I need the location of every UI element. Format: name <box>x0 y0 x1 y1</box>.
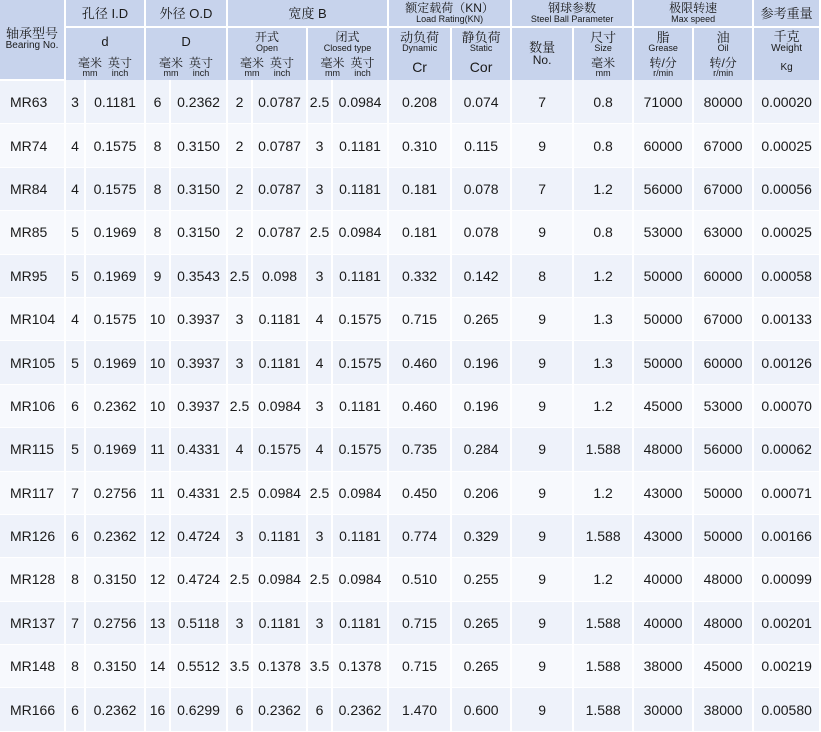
symbol-cr: Cr <box>388 55 451 80</box>
table-row <box>0 167 820 210</box>
unit-grease: 转/分 r/min <box>633 55 693 80</box>
col-od-symbol: D <box>145 27 227 55</box>
cell-static-cor: 0.265 <box>451 645 511 688</box>
table-row <box>0 645 820 688</box>
cell-id-mm: 7 <box>65 471 85 514</box>
cell-grease-speed: 30000 <box>633 688 693 731</box>
cell-ball-count: 7 <box>511 167 573 210</box>
cell-id-inch: 0.2756 <box>85 471 145 514</box>
cell-od-mm: 10 <box>145 384 170 427</box>
col-id-symbol: d <box>65 27 145 55</box>
cell-od-inch: 0.3150 <box>170 167 227 210</box>
cell-id-inch: 0.2362 <box>85 688 145 731</box>
cell-id-inch: 0.1575 <box>85 124 145 167</box>
cell-closed-mm: 3 <box>307 124 332 167</box>
cell-closed-mm: 3 <box>307 384 332 427</box>
cell-od-mm: 6 <box>145 80 170 124</box>
cell-bearing-no: MR105 <box>0 341 65 384</box>
col-weight-sub: 千克 Weight <box>753 27 820 55</box>
cell-od-mm: 14 <box>145 645 170 688</box>
cell-closed-inch: 0.0984 <box>332 211 388 254</box>
cell-weight-kg: 0.00126 <box>753 341 820 384</box>
cell-closed-mm: 2.5 <box>307 80 332 124</box>
cell-od-mm: 11 <box>145 471 170 514</box>
cell-id-inch: 0.1969 <box>85 254 145 297</box>
cell-ball-size: 1.588 <box>573 688 633 731</box>
cell-ball-count: 9 <box>511 384 573 427</box>
cell-closed-mm: 3 <box>307 601 332 644</box>
cell-open-mm: 2.5 <box>227 254 252 297</box>
unit-id: 毫米 mm 英寸 inch <box>65 55 145 80</box>
cell-open-mm: 6 <box>227 688 252 731</box>
col-dynamic: 动负荷 Dynamic <box>388 27 451 55</box>
cell-bearing-no: MR106 <box>0 384 65 427</box>
cell-weight-kg: 0.00020 <box>753 80 820 124</box>
cell-od-inch: 0.4331 <box>170 428 227 471</box>
col-load-title: 额定载荷（KN） Load Rating(KN) <box>388 0 511 27</box>
col-ball-number: 数量 No. <box>511 27 573 80</box>
cell-oil-speed: 67000 <box>693 167 753 210</box>
cell-closed-inch: 0.1575 <box>332 341 388 384</box>
cell-bearing-no: MR74 <box>0 124 65 167</box>
cell-open-mm: 4 <box>227 428 252 471</box>
cell-bearing-no: MR117 <box>0 471 65 514</box>
table-row <box>0 688 820 731</box>
cell-ball-size: 1.3 <box>573 297 633 340</box>
cell-od-mm: 8 <box>145 167 170 210</box>
cell-grease-speed: 43000 <box>633 514 693 557</box>
cell-od-inch: 0.3150 <box>170 124 227 167</box>
cell-grease-speed: 38000 <box>633 645 693 688</box>
cell-grease-speed: 40000 <box>633 601 693 644</box>
cell-static-cor: 0.206 <box>451 471 511 514</box>
cell-dynamic-cr: 0.715 <box>388 601 451 644</box>
col-grease: 脂 Grease <box>633 27 693 55</box>
table-row <box>0 601 820 644</box>
cell-open-inch: 0.0787 <box>252 80 307 124</box>
col-bearing-no: 轴承型号 Bearing No. <box>0 0 65 80</box>
cell-dynamic-cr: 0.450 <box>388 471 451 514</box>
cell-id-inch: 0.3150 <box>85 645 145 688</box>
table-row <box>0 211 820 254</box>
cell-closed-mm: 3.5 <box>307 645 332 688</box>
cell-weight-kg: 0.00099 <box>753 558 820 601</box>
table-row <box>0 514 820 557</box>
cell-weight-kg: 0.00166 <box>753 514 820 557</box>
cell-id-mm: 5 <box>65 428 85 471</box>
cell-id-inch: 0.1969 <box>85 211 145 254</box>
cell-od-mm: 12 <box>145 514 170 557</box>
cell-od-inch: 0.4331 <box>170 471 227 514</box>
cell-id-inch: 0.2362 <box>85 384 145 427</box>
cell-bearing-no: MR137 <box>0 601 65 644</box>
cell-id-mm: 6 <box>65 384 85 427</box>
col-weight-title: 参考重量 <box>753 0 820 27</box>
cell-dynamic-cr: 0.181 <box>388 211 451 254</box>
cell-open-mm: 3 <box>227 297 252 340</box>
cell-ball-count: 8 <box>511 254 573 297</box>
cell-open-inch: 0.2362 <box>252 688 307 731</box>
cell-dynamic-cr: 0.715 <box>388 645 451 688</box>
cell-static-cor: 0.265 <box>451 601 511 644</box>
cell-open-inch: 0.098 <box>252 254 307 297</box>
cell-static-cor: 0.329 <box>451 514 511 557</box>
cell-static-cor: 0.284 <box>451 428 511 471</box>
cell-id-mm: 4 <box>65 124 85 167</box>
cell-ball-size: 1.2 <box>573 384 633 427</box>
cell-ball-size: 1.588 <box>573 601 633 644</box>
cell-grease-speed: 53000 <box>633 211 693 254</box>
cell-oil-speed: 80000 <box>693 80 753 124</box>
table-row <box>0 80 820 124</box>
col-width-closed: 闭式 Closed type <box>307 27 388 55</box>
cell-weight-kg: 0.00580 <box>753 688 820 731</box>
cell-ball-count: 9 <box>511 297 573 340</box>
cell-static-cor: 0.078 <box>451 167 511 210</box>
cell-id-mm: 6 <box>65 688 85 731</box>
unit-weight: Kg <box>753 55 820 80</box>
cell-weight-kg: 0.00071 <box>753 471 820 514</box>
cell-bearing-no: MR115 <box>0 428 65 471</box>
cell-bearing-no: MR85 <box>0 211 65 254</box>
unit-od: 毫米 mm 英寸 inch <box>145 55 227 80</box>
cell-oil-speed: 56000 <box>693 428 753 471</box>
cell-ball-count: 9 <box>511 601 573 644</box>
cell-bearing-no: MR128 <box>0 558 65 601</box>
cell-open-mm: 2.5 <box>227 384 252 427</box>
cell-oil-speed: 48000 <box>693 558 753 601</box>
cell-ball-size: 0.8 <box>573 80 633 124</box>
cell-id-inch: 0.3150 <box>85 558 145 601</box>
col-speed-title: 极限转速 Max speed <box>633 0 753 27</box>
cell-od-mm: 10 <box>145 341 170 384</box>
cell-open-inch: 0.0984 <box>252 558 307 601</box>
cell-oil-speed: 67000 <box>693 297 753 340</box>
symbol-cor: Cor <box>451 55 511 80</box>
cell-od-mm: 8 <box>145 124 170 167</box>
col-static: 静负荷 Static <box>451 27 511 55</box>
cell-od-inch: 0.3937 <box>170 297 227 340</box>
table-row <box>0 428 820 471</box>
cell-open-inch: 0.0787 <box>252 167 307 210</box>
cell-ball-size: 0.8 <box>573 124 633 167</box>
cell-ball-count: 9 <box>511 645 573 688</box>
cell-bearing-no: MR166 <box>0 688 65 731</box>
unit-width-open: 毫米 mm 英寸 inch <box>227 55 307 80</box>
cell-od-inch: 0.5512 <box>170 645 227 688</box>
cell-open-mm: 2 <box>227 124 252 167</box>
cell-dynamic-cr: 0.310 <box>388 124 451 167</box>
unit-ball-size: 毫米 mm <box>573 55 633 80</box>
cell-oil-speed: 63000 <box>693 211 753 254</box>
cell-od-mm: 8 <box>145 211 170 254</box>
cell-ball-count: 7 <box>511 80 573 124</box>
cell-bearing-no: MR84 <box>0 167 65 210</box>
cell-id-inch: 0.1969 <box>85 341 145 384</box>
cell-ball-size: 1.588 <box>573 428 633 471</box>
cell-closed-mm: 3 <box>307 254 332 297</box>
cell-closed-mm: 4 <box>307 297 332 340</box>
cell-ball-size: 1.2 <box>573 254 633 297</box>
table-header <box>0 0 820 80</box>
table-row <box>0 341 820 384</box>
cell-weight-kg: 0.00025 <box>753 211 820 254</box>
cell-id-mm: 4 <box>65 297 85 340</box>
cell-open-mm: 3 <box>227 601 252 644</box>
cell-oil-speed: 53000 <box>693 384 753 427</box>
cell-closed-inch: 0.1181 <box>332 514 388 557</box>
cell-closed-mm: 3 <box>307 514 332 557</box>
cell-static-cor: 0.196 <box>451 384 511 427</box>
cell-closed-inch: 0.1575 <box>332 428 388 471</box>
cell-static-cor: 0.255 <box>451 558 511 601</box>
cell-id-mm: 6 <box>65 514 85 557</box>
cell-oil-speed: 50000 <box>693 514 753 557</box>
cell-dynamic-cr: 0.460 <box>388 384 451 427</box>
cell-grease-speed: 50000 <box>633 297 693 340</box>
cell-id-mm: 4 <box>65 167 85 210</box>
cell-open-inch: 0.1181 <box>252 601 307 644</box>
cell-dynamic-cr: 0.715 <box>388 297 451 340</box>
col-ball-size: 尺寸 Size <box>573 27 633 55</box>
cell-closed-mm: 6 <box>307 688 332 731</box>
table-row <box>0 124 820 167</box>
cell-closed-inch: 0.1575 <box>332 297 388 340</box>
cell-bearing-no: MR148 <box>0 645 65 688</box>
cell-oil-speed: 60000 <box>693 254 753 297</box>
table-row <box>0 254 820 297</box>
cell-ball-count: 9 <box>511 688 573 731</box>
cell-static-cor: 0.115 <box>451 124 511 167</box>
unit-width-closed: 毫米 mm 英寸 inch <box>307 55 388 80</box>
cell-grease-speed: 40000 <box>633 558 693 601</box>
cell-bearing-no: MR126 <box>0 514 65 557</box>
cell-id-inch: 0.1181 <box>85 80 145 124</box>
cell-od-mm: 10 <box>145 297 170 340</box>
cell-open-mm: 3.5 <box>227 645 252 688</box>
cell-ball-count: 9 <box>511 124 573 167</box>
cell-od-mm: 11 <box>145 428 170 471</box>
cell-id-mm: 7 <box>65 601 85 644</box>
cell-ball-count: 9 <box>511 514 573 557</box>
cell-oil-speed: 45000 <box>693 645 753 688</box>
cell-od-inch: 0.3150 <box>170 211 227 254</box>
cell-grease-speed: 43000 <box>633 471 693 514</box>
cell-grease-speed: 48000 <box>633 428 693 471</box>
cell-closed-inch: 0.0984 <box>332 558 388 601</box>
cell-open-inch: 0.1575 <box>252 428 307 471</box>
cell-od-inch: 0.4724 <box>170 514 227 557</box>
cell-ball-size: 1.2 <box>573 471 633 514</box>
cell-open-inch: 0.1378 <box>252 645 307 688</box>
cell-id-inch: 0.2362 <box>85 514 145 557</box>
cell-ball-size: 1.588 <box>573 514 633 557</box>
cell-od-inch: 0.4724 <box>170 558 227 601</box>
cell-id-mm: 3 <box>65 80 85 124</box>
cell-grease-speed: 50000 <box>633 254 693 297</box>
cell-closed-inch: 0.1181 <box>332 167 388 210</box>
cell-closed-mm: 4 <box>307 341 332 384</box>
table-row <box>0 471 820 514</box>
cell-closed-mm: 3 <box>307 167 332 210</box>
col-id-title: 孔径 I.D <box>65 0 145 27</box>
cell-grease-speed: 60000 <box>633 124 693 167</box>
cell-open-mm: 2.5 <box>227 558 252 601</box>
cell-grease-speed: 50000 <box>633 341 693 384</box>
cell-closed-inch: 0.2362 <box>332 688 388 731</box>
cell-closed-mm: 2.5 <box>307 211 332 254</box>
cell-static-cor: 0.196 <box>451 341 511 384</box>
cell-id-mm: 8 <box>65 645 85 688</box>
cell-oil-speed: 50000 <box>693 471 753 514</box>
cell-ball-count: 9 <box>511 558 573 601</box>
cell-bearing-no: MR95 <box>0 254 65 297</box>
cell-dynamic-cr: 0.332 <box>388 254 451 297</box>
cell-weight-kg: 0.00056 <box>753 167 820 210</box>
table-row <box>0 558 820 601</box>
cell-grease-speed: 56000 <box>633 167 693 210</box>
cell-od-inch: 0.3937 <box>170 341 227 384</box>
cell-id-inch: 0.2756 <box>85 601 145 644</box>
cell-dynamic-cr: 0.460 <box>388 341 451 384</box>
cell-open-inch: 0.1181 <box>252 341 307 384</box>
cell-closed-mm: 4 <box>307 428 332 471</box>
cell-closed-inch: 0.0984 <box>332 471 388 514</box>
cell-open-inch: 0.1181 <box>252 297 307 340</box>
cell-weight-kg: 0.00133 <box>753 297 820 340</box>
cell-od-inch: 0.3543 <box>170 254 227 297</box>
cell-static-cor: 0.074 <box>451 80 511 124</box>
cell-id-mm: 5 <box>65 254 85 297</box>
cell-dynamic-cr: 0.181 <box>388 167 451 210</box>
cell-od-mm: 12 <box>145 558 170 601</box>
cell-closed-inch: 0.1181 <box>332 124 388 167</box>
col-oil: 油 Oil <box>693 27 753 55</box>
cell-open-mm: 2.5 <box>227 471 252 514</box>
cell-od-inch: 0.2362 <box>170 80 227 124</box>
table-row <box>0 297 820 340</box>
cell-od-mm: 9 <box>145 254 170 297</box>
col-width-title: 宽度 B <box>227 0 388 27</box>
cell-bearing-no: MR104 <box>0 297 65 340</box>
cell-dynamic-cr: 0.510 <box>388 558 451 601</box>
cell-ball-count: 9 <box>511 211 573 254</box>
cell-ball-count: 9 <box>511 471 573 514</box>
cell-oil-speed: 67000 <box>693 124 753 167</box>
cell-static-cor: 0.265 <box>451 297 511 340</box>
cell-open-mm: 3 <box>227 341 252 384</box>
cell-id-mm: 8 <box>65 558 85 601</box>
cell-grease-speed: 71000 <box>633 80 693 124</box>
cell-ball-size: 1.3 <box>573 341 633 384</box>
cell-id-inch: 0.1575 <box>85 297 145 340</box>
cell-weight-kg: 0.00025 <box>753 124 820 167</box>
cell-open-mm: 2 <box>227 211 252 254</box>
cell-closed-inch: 0.1181 <box>332 384 388 427</box>
cell-ball-count: 9 <box>511 428 573 471</box>
cell-open-mm: 3 <box>227 514 252 557</box>
cell-closed-inch: 0.1378 <box>332 645 388 688</box>
cell-oil-speed: 38000 <box>693 688 753 731</box>
col-width-open: 开式 Open <box>227 27 307 55</box>
cell-dynamic-cr: 0.774 <box>388 514 451 557</box>
cell-weight-kg: 0.00058 <box>753 254 820 297</box>
cell-id-inch: 0.1575 <box>85 167 145 210</box>
cell-ball-size: 1.2 <box>573 167 633 210</box>
cell-od-inch: 0.6299 <box>170 688 227 731</box>
cell-static-cor: 0.142 <box>451 254 511 297</box>
cell-oil-speed: 60000 <box>693 341 753 384</box>
cell-open-inch: 0.0787 <box>252 211 307 254</box>
cell-weight-kg: 0.00201 <box>753 601 820 644</box>
cell-id-mm: 5 <box>65 341 85 384</box>
table-row <box>0 384 820 427</box>
cell-dynamic-cr: 1.470 <box>388 688 451 731</box>
cell-id-inch: 0.1969 <box>85 428 145 471</box>
cell-ball-size: 0.8 <box>573 211 633 254</box>
cell-dynamic-cr: 0.208 <box>388 80 451 124</box>
cell-weight-kg: 0.00219 <box>753 645 820 688</box>
cell-static-cor: 0.600 <box>451 688 511 731</box>
cell-dynamic-cr: 0.735 <box>388 428 451 471</box>
cell-ball-size: 1.588 <box>573 645 633 688</box>
cell-open-inch: 0.1181 <box>252 514 307 557</box>
cell-open-inch: 0.0984 <box>252 471 307 514</box>
col-ball-title: 钢球参数 Steel Ball Parameter <box>511 0 633 27</box>
cell-open-inch: 0.0787 <box>252 124 307 167</box>
cell-open-mm: 2 <box>227 167 252 210</box>
cell-oil-speed: 48000 <box>693 601 753 644</box>
cell-closed-inch: 0.1181 <box>332 254 388 297</box>
cell-grease-speed: 45000 <box>633 384 693 427</box>
cell-od-mm: 16 <box>145 688 170 731</box>
cell-closed-inch: 0.1181 <box>332 601 388 644</box>
cell-ball-count: 9 <box>511 341 573 384</box>
cell-weight-kg: 0.00070 <box>753 384 820 427</box>
cell-weight-kg: 0.00062 <box>753 428 820 471</box>
cell-closed-mm: 2.5 <box>307 471 332 514</box>
cell-open-inch: 0.0984 <box>252 384 307 427</box>
unit-oil: 转/分 r/min <box>693 55 753 80</box>
cell-id-mm: 5 <box>65 211 85 254</box>
col-od-title: 外径 O.D <box>145 0 227 27</box>
cell-static-cor: 0.078 <box>451 211 511 254</box>
cell-od-inch: 0.3937 <box>170 384 227 427</box>
cell-od-mm: 13 <box>145 601 170 644</box>
table-body <box>0 80 820 731</box>
cell-od-inch: 0.5118 <box>170 601 227 644</box>
cell-bearing-no: MR63 <box>0 80 65 124</box>
cell-closed-inch: 0.0984 <box>332 80 388 124</box>
cell-closed-mm: 2.5 <box>307 558 332 601</box>
cell-open-mm: 2 <box>227 80 252 124</box>
cell-ball-size: 1.2 <box>573 558 633 601</box>
